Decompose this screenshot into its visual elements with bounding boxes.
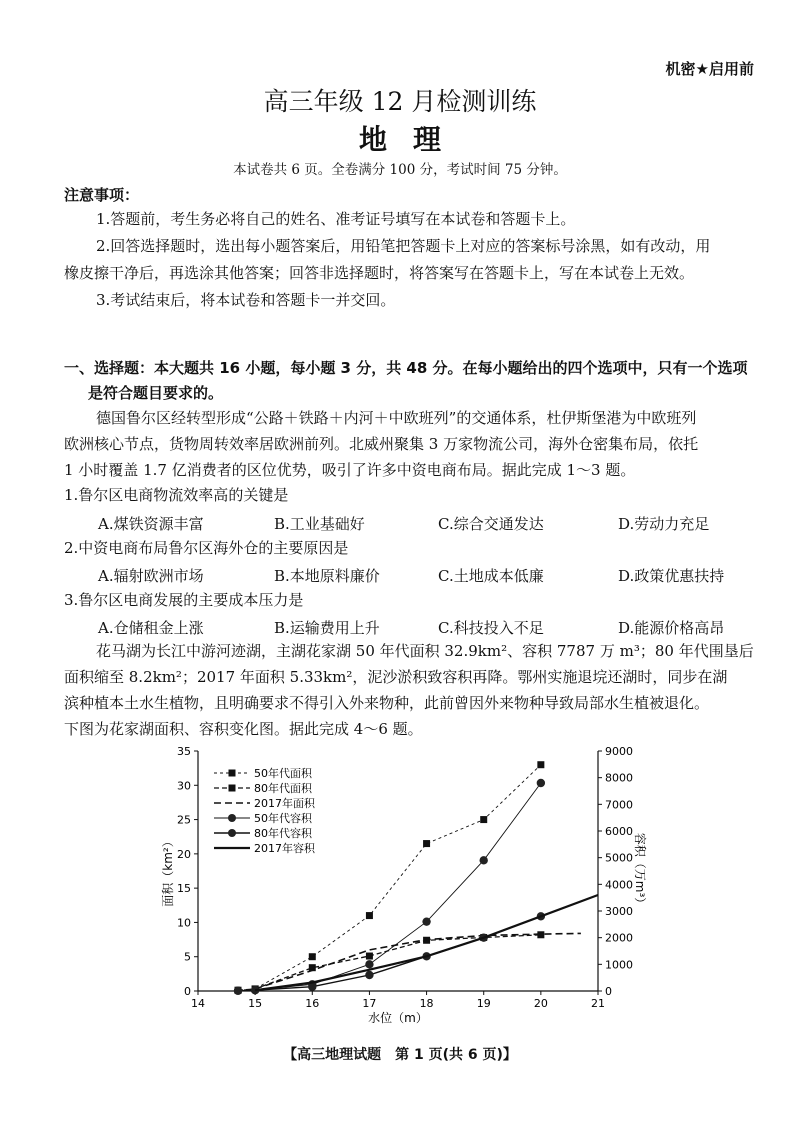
- data-point: [480, 856, 488, 864]
- legend-marker: [229, 770, 236, 777]
- q1-option-b: B.工业基础好: [274, 515, 365, 533]
- y-right-tick-label: 1000: [605, 958, 633, 972]
- page-footer: 【高三地理试题 第 1 页(共 6 页)】: [283, 1047, 517, 1063]
- q2-option-b: B.本地原料廉价: [274, 567, 380, 585]
- y-right-tick-label: 3000: [605, 905, 633, 918]
- data-point: [234, 987, 242, 995]
- y-right-tick-label: 9000: [605, 745, 633, 758]
- series-line-5: [238, 916, 541, 990]
- y-right-tick-label: 4000: [605, 878, 633, 892]
- passage1-line-2: 欧洲核心节点，货物周转效率居欧洲前列。北威州聚集 3 万家物流公司，海外仓密集布局，依托: [64, 435, 699, 453]
- legend-label: 80年代面积: [254, 782, 312, 795]
- q1-option-c: C.综合交通发达: [438, 515, 544, 533]
- y-left-tick-label: 10: [177, 916, 191, 930]
- x-tick-label: 21: [591, 997, 605, 1010]
- x-tick-label: 19: [476, 997, 491, 1010]
- data-point: [537, 779, 545, 787]
- y-right-tick-label: 8000: [605, 771, 633, 785]
- question-3-stem: 3.鲁尔区电商发展的主要成本压力是: [64, 591, 304, 609]
- y-left-tick-label: 30: [177, 779, 191, 793]
- legend-marker: [228, 829, 236, 837]
- q3-option-c: C.科技投入不足: [438, 619, 544, 637]
- notice-heading: 注意事项：: [64, 186, 140, 204]
- section-heading: 一、选择题：本大题共 16 小题，每小题 3 分，共 48 分。在每小题给出的四个选项中，只有一个选项: [64, 359, 748, 377]
- x-tick-label: 17: [362, 997, 377, 1010]
- x-tick-label: 16: [305, 997, 320, 1010]
- question-2-stem: 2.中资电商布局鲁尔区海外仓的主要原因是: [64, 539, 349, 557]
- data-point: [422, 917, 430, 925]
- exam-info: 本试卷共 6 页。全卷满分 100 分，考试时间 75 分钟。: [233, 162, 567, 178]
- y-axis-left-label: 面积（km²）: [161, 835, 175, 907]
- q2-option-d: D.政策优惠扶持: [618, 567, 725, 585]
- notice-item-3: 3.考试结束后，将本试卷和答题卡一并交回。: [96, 291, 396, 309]
- q2-option-c: C.土地成本低廉: [438, 567, 544, 585]
- y-right-tick-label: 7000: [605, 798, 633, 812]
- notice-item-2-cont: 橡皮擦干净后，再选涂其他答案；回答非选择题时，将答案写在答题卡上，写在本试卷上无效。: [64, 264, 695, 282]
- legend-marker: [228, 814, 236, 822]
- passage1-line-1: 德国鲁尔区经转型形成“公路＋铁路＋内河＋中欧班列”的交通体系，杜伊斯堡港为中欧班列: [96, 409, 697, 427]
- q3-option-a: A.仓储租金上涨: [98, 619, 204, 637]
- y-left-tick-label: 20: [177, 847, 191, 861]
- x-tick-label: 18: [419, 997, 434, 1010]
- y-right-tick-label: 6000: [605, 825, 633, 838]
- x-tick-label: 20: [533, 997, 548, 1010]
- legend-label: 2017年容积: [254, 842, 315, 855]
- legend-marker: [229, 785, 236, 792]
- y-left-tick-label: 5: [184, 950, 191, 964]
- passage2-line-3: 滨种植本土水生植物，且明确要求不得引入外来物种，此前曾因外来物种导致局部水生植被退化。: [64, 694, 710, 712]
- passage2-line-1: 花马湖为长江中游河迹湖，主湖花家湖 50 年代面积 32.9km²、容积 7787 万 m³；80 年代围垦后: [96, 642, 754, 660]
- x-tick-label: 14: [191, 997, 205, 1010]
- notice-item-1: 1.答题前，考生务必将自己的姓名、准考证号填写在本试卷和答题卡上。: [96, 210, 576, 228]
- data-point: [366, 953, 373, 960]
- data-point: [365, 971, 373, 979]
- passage2-line-2: 面积缩至 8.2km²；2017 年面积 5.33km²，泥沙淤积致容积再降。鄂州实施退垸还湖时，同步在湖: [64, 668, 728, 686]
- y-left-tick-label: 0: [184, 985, 191, 998]
- data-point: [423, 840, 430, 847]
- x-axis-label: 水位（m）: [368, 1011, 428, 1025]
- q3-option-b: B.运输费用上升: [274, 619, 380, 637]
- y-right-tick-label: 0: [605, 985, 612, 998]
- data-point: [309, 953, 316, 960]
- data-point: [365, 960, 373, 968]
- exam-title: 高三年级 12 月检测训练: [263, 87, 537, 116]
- x-tick-label: 15: [248, 997, 263, 1010]
- data-point: [366, 912, 373, 919]
- subject-title: 地理: [358, 123, 467, 156]
- confidential-mark: 机密★启用前: [665, 60, 754, 78]
- y-right-tick-label: 5000: [605, 851, 633, 865]
- y-axis-right-label: 容积（万m³）: [633, 832, 647, 910]
- data-point: [480, 816, 487, 823]
- legend-label: 50年代面积: [254, 767, 312, 780]
- section-heading-cont: 是符合题目要求的。: [88, 384, 224, 402]
- q2-option-a: A.辐射欧洲市场: [98, 567, 204, 585]
- passage1-line-3: 1 小时覆盖 1.7 亿消费者的区位优势，吸引了许多中资电商布局。据此完成 1～3 题。: [64, 461, 636, 479]
- data-point: [537, 761, 544, 768]
- question-1-stem: 1.鲁尔区电商物流效率高的关键是: [64, 486, 289, 504]
- legend-label: 80年代容积: [254, 827, 312, 840]
- y-right-tick-label: 2000: [605, 931, 633, 945]
- y-left-tick-label: 25: [177, 813, 191, 827]
- q1-option-a: A.煤铁资源丰富: [98, 515, 204, 533]
- legend-label: 50年代容积: [254, 812, 312, 825]
- legend-label: 2017年面积: [254, 797, 315, 810]
- q1-option-d: D.劳动力充足: [618, 515, 710, 533]
- y-left-tick-label: 15: [177, 882, 191, 896]
- series-line-2: [238, 935, 541, 991]
- y-left-tick-label: 35: [177, 745, 191, 758]
- notice-item-2: 2.回答选择题时，选出每小题答案后，用铅笔把答题卡上对应的答案标号涂黑，如有改动，用: [96, 237, 711, 255]
- q3-option-d: D.能源价格高昂: [618, 619, 725, 637]
- passage2-line-4: 下图为花家湖面积、容积变化图。据此完成 4～6 题。: [64, 720, 423, 738]
